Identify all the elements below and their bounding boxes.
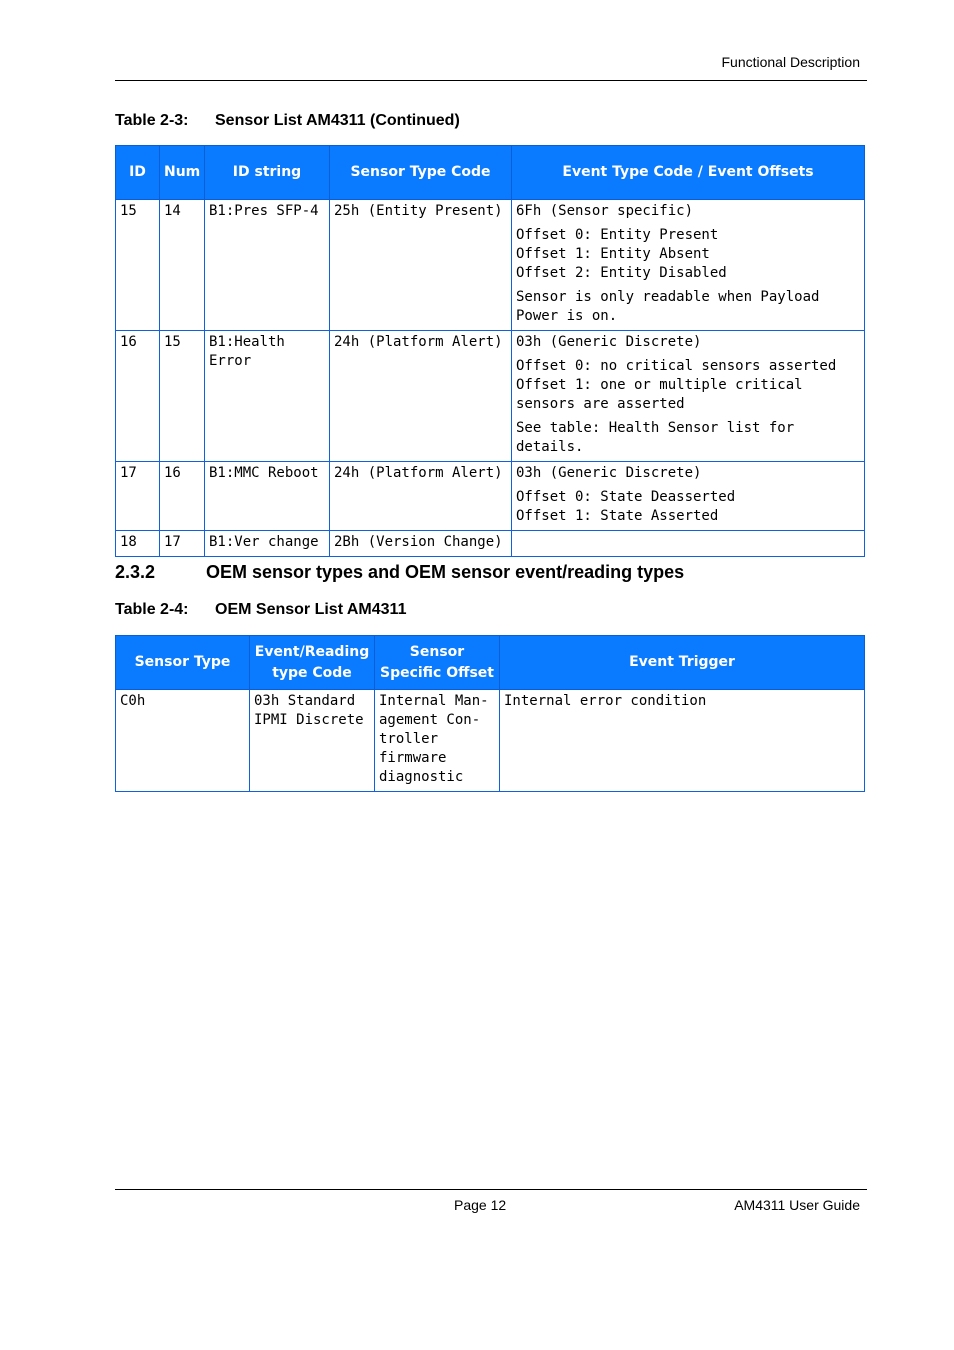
header-sensor-type-code: Sensor Type Code	[330, 146, 512, 200]
section-title: OEM sensor types and OEM sensor event/reading types	[206, 562, 685, 582]
offset-line: Offset 0: Entity Present	[516, 227, 719, 243]
table-2-3-caption	[115, 112, 460, 130]
cell-num: 16	[160, 462, 205, 531]
cell-event-type	[512, 200, 865, 331]
table-row	[116, 200, 865, 331]
offset-line: Offset 1: Entity Absent	[516, 246, 710, 262]
caption-number: Table 2-3:	[115, 112, 189, 129]
running-footer: AM4311 User Guide	[734, 1197, 860, 1213]
event-type-code: 6Fh (Sensor specific)	[516, 203, 694, 219]
offset-line: Offset 1: one or multiple critical sensors are asserted	[516, 377, 803, 412]
caption-title: OEM Sensor List AM4311	[215, 601, 407, 618]
footer-rule	[115, 1189, 867, 1190]
cell-sensor-type: 24h (Platform Alert)	[330, 331, 512, 462]
section-number: 2.3.2	[115, 562, 156, 582]
cell-id: 16	[116, 331, 160, 462]
oem-sensor-table	[115, 635, 865, 792]
section-heading	[115, 562, 684, 583]
table-header-row	[116, 146, 865, 200]
event-note: See table: Health Sensor list for details.	[516, 420, 795, 455]
page-number: Page 12	[454, 1197, 507, 1213]
offset-line: Offset 0: State Deasserted	[516, 489, 736, 505]
cell-event-type	[512, 462, 865, 531]
table-2-4-caption	[115, 601, 406, 619]
cell-id: 18	[116, 531, 160, 557]
table-row	[116, 331, 865, 462]
table-row	[116, 462, 865, 531]
table-header-row	[116, 636, 865, 690]
header-rule	[115, 80, 867, 81]
event-type-code: 03h (Generic Discrete)	[516, 465, 702, 481]
header-sensor-specific-offset: Sensor Specific Offset	[375, 636, 500, 690]
cell-event-type	[512, 531, 865, 557]
cell-id-string: B1:Ver change	[205, 531, 330, 557]
running-header: Functional Description	[721, 54, 860, 70]
header-num: Num	[160, 146, 205, 200]
event-note: Sensor is only readable when Payload Power is on.	[516, 289, 820, 324]
header-event-trigger: Event Trigger	[500, 636, 865, 690]
sensor-list-table	[115, 145, 865, 557]
cell-id: 15	[116, 200, 160, 331]
caption-number: Table 2-4:	[115, 601, 189, 618]
table-row	[116, 531, 865, 557]
event-type-code: 03h (Generic Discrete)	[516, 334, 702, 350]
caption-title: Sensor List AM4311 (Continued)	[215, 112, 460, 129]
offset-line: Offset 0: no critical sensors asserted	[516, 358, 837, 374]
cell-num: 17	[160, 531, 205, 557]
cell-sensor-type: C0h	[116, 690, 250, 792]
cell-id-string: B1:Health Error	[205, 331, 330, 462]
offset-line: Offset 1: State Asserted	[516, 508, 719, 524]
cell-event-type	[512, 331, 865, 462]
header-id: ID	[116, 146, 160, 200]
table-row	[116, 690, 865, 792]
cell-id: 17	[116, 462, 160, 531]
cell-sensor-type: 25h (Entity Present)	[330, 200, 512, 331]
header-event-type: Event Type Code / Event Offsets	[512, 146, 865, 200]
header-id-string: ID string	[205, 146, 330, 200]
cell-id-string: B1:Pres SFP-4	[205, 200, 330, 331]
cell-sensor-type: 24h (Platform Alert)	[330, 462, 512, 531]
cell-num: 15	[160, 331, 205, 462]
cell-event-trigger: Internal error condition	[500, 690, 865, 792]
cell-num: 14	[160, 200, 205, 331]
cell-sensor-type: 2Bh (Version Change)	[330, 531, 512, 557]
header-sensor-type: Sensor Type	[116, 636, 250, 690]
cell-event-reading: 03h Standard IPMI Discrete	[250, 690, 375, 792]
offset-line: Offset 2: Entity Disabled	[516, 265, 727, 281]
cell-id-string: B1:MMC Reboot	[205, 462, 330, 531]
cell-specific-offset: Internal Man-agement Con-troller firmware diagnostic	[375, 690, 500, 792]
header-event-reading-code: Event/Reading type Code	[250, 636, 375, 690]
